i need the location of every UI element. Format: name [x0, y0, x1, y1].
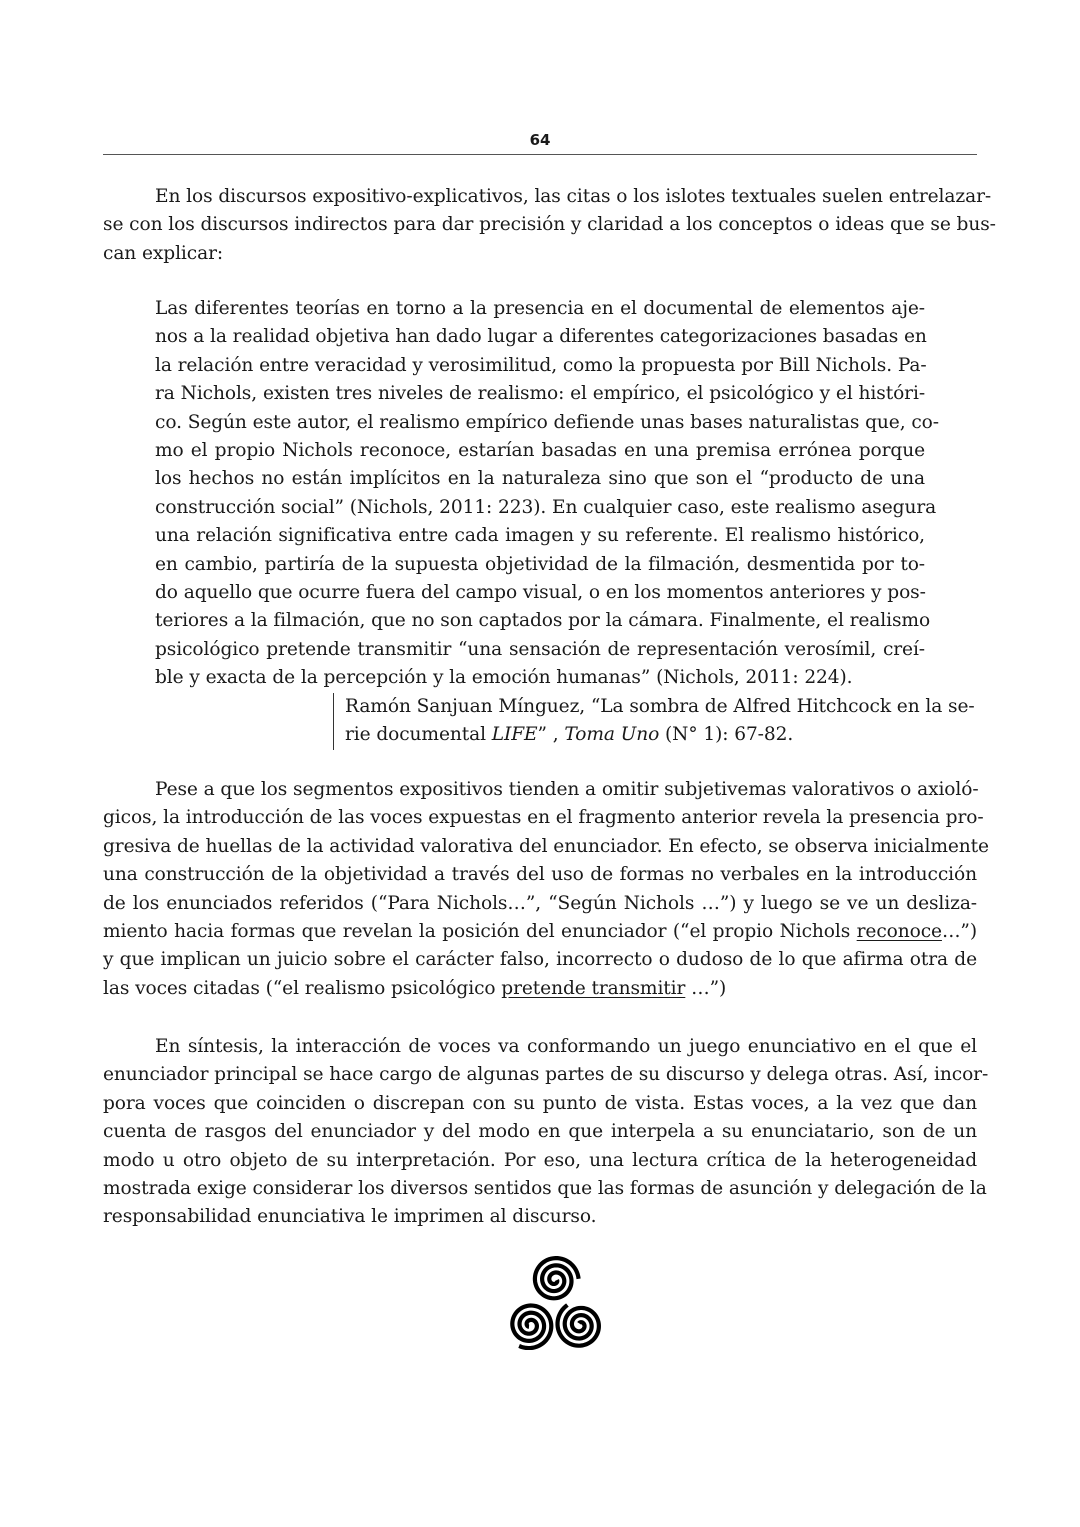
text-line: co. Según este autor, el realismo empírico defiende unas bases naturalistas que, co- — [155, 411, 939, 433]
underlined-term: reconoce — [856, 920, 942, 942]
text-line: y que implican un juicio sobre el carácter falso, incorrecto o dudoso de lo que afirma otra de — [103, 949, 977, 971]
paragraph-synthesis — [103, 1033, 989, 1232]
text-line: can explicar: — [103, 242, 224, 264]
text-line: los hechos no están implícitos en la naturaleza sino que son el “producto de una — [155, 468, 925, 490]
text-line: responsabilidad enunciativa le imprimen al discurso. — [103, 1206, 597, 1228]
text-line: teriores a la filmación, que no son captados por la cámara. Finalmente, el realismo — [155, 610, 931, 632]
text-line — [103, 918, 977, 946]
text-line: una construcción de la objetividad a través del uso de formas no verbales en la introducción — [103, 864, 977, 886]
quote-citation — [333, 693, 985, 750]
text-line: ble y exacta de la percepción y la emoción humanas” (Nichols, 2011: 224). — [155, 667, 853, 689]
header-rule — [103, 154, 977, 155]
text-segment: miento hacia formas que revelan la posición del enunciador (“el propio Nichols — [103, 920, 857, 942]
triskelion-icon — [500, 1250, 610, 1350]
text-line: cuenta de rasgos del enunciador y del modo en que interpela a su enunciatario, son de un — [103, 1121, 977, 1143]
paragraph-intro — [103, 183, 996, 268]
text-line: enunciador principal se hace cargo de algunas partes de su discurso y delega otras. Así, incor- — [103, 1064, 989, 1086]
text-line: una relación significativa entre cada imagen y su referente. El realismo histórico, — [155, 525, 925, 547]
citation-text: rie documental — [345, 724, 492, 746]
text-line: mostrada exige considerar los diversos sentidos que las formas de asunción y delegación de la — [103, 1177, 987, 1199]
citation-series-title: LIFE — [491, 724, 538, 746]
underlined-term: pretende transmitir — [501, 977, 686, 999]
text-line: Las diferentes teorías en torno a la presencia en el documental de elementos aje- — [155, 298, 925, 319]
citation-journal-title: Toma Uno — [564, 724, 660, 746]
block-quote — [155, 295, 939, 692]
citation-line: Ramón Sanjuan Mínguez, “La sombra de Alfred Hitchcock en la se- — [345, 696, 975, 717]
text-line: modo u otro objeto de su interpretación. Por eso, una lectura crítica de la heterogeneidad — [103, 1149, 977, 1171]
text-line: gresiva de huellas de la actividad valorativa del enunciador. En efecto, se observa inicialmente — [103, 835, 989, 857]
text-line: En síntesis, la interacción de voces va conformando un juego enunciativo en el que el — [155, 1036, 977, 1057]
text-line: pora voces que coinciden o discrepan con su punto de vista. Estas voces, a la vez que dan — [103, 1092, 977, 1114]
text-line: la relación entre veracidad y verosimilitud, como la propuesta por Bill Nichols. Pa- — [155, 354, 927, 376]
text-line: Pese a que los segmentos expositivos tienden a omitir subjetivemas valorativos o axioló- — [155, 779, 979, 800]
text-line: mo el propio Nichols reconoce, estarían basadas en una premisa errónea porque — [155, 439, 925, 461]
citation-text: (N° 1): 67-82. — [659, 724, 794, 746]
text-segment: las voces citadas (“el realismo psicológico — [103, 977, 502, 999]
text-line: se con los discursos indirectos para dar precisión y claridad a los conceptos o ideas que se bus- — [103, 214, 996, 236]
citation-line — [345, 721, 973, 749]
text-line: nos a la realidad objetiva han dado lugar a diferentes categorizaciones basadas en — [155, 326, 927, 348]
text-segment: …”) — [685, 977, 727, 999]
text-line: do aquello que ocurre fuera del campo visual, o en los momentos anteriores y pos- — [155, 581, 926, 603]
text-line: de los enunciados referidos (“Para Nichols…”, “Según Nichols …”) y luego se ve un desliza- — [103, 892, 977, 914]
text-line: ra Nichols, existen tres niveles de realismo: el empírico, el psicológico y el históri- — [155, 383, 925, 405]
spiral-shape — [558, 1305, 599, 1346]
text-line — [103, 975, 977, 1003]
paragraph-analysis — [103, 776, 989, 1003]
page-number: 64 — [529, 131, 551, 149]
spiral-shape — [535, 1258, 579, 1298]
text-line: En los discursos expositivo-explicativos, las citas o los islotes textuales suelen entrelazar- — [155, 186, 992, 207]
text-line: en cambio, partiría de la supuesta objetividad de la filmación, desmentida por to- — [155, 553, 925, 575]
spiral-shape — [512, 1306, 551, 1349]
text-segment: …”) — [941, 920, 977, 942]
text-line: psicológico pretende transmitir “una sensación de representación verosímil, creí- — [155, 638, 925, 660]
text-line: gicos, la introducción de las voces expuestas en el fragmento anterior revela la presencia pro- — [103, 807, 984, 829]
text-line: construcción social” (Nichols, 2011: 223). En cualquier caso, este realismo asegura — [155, 496, 937, 518]
citation-text: ” , — [537, 724, 565, 746]
